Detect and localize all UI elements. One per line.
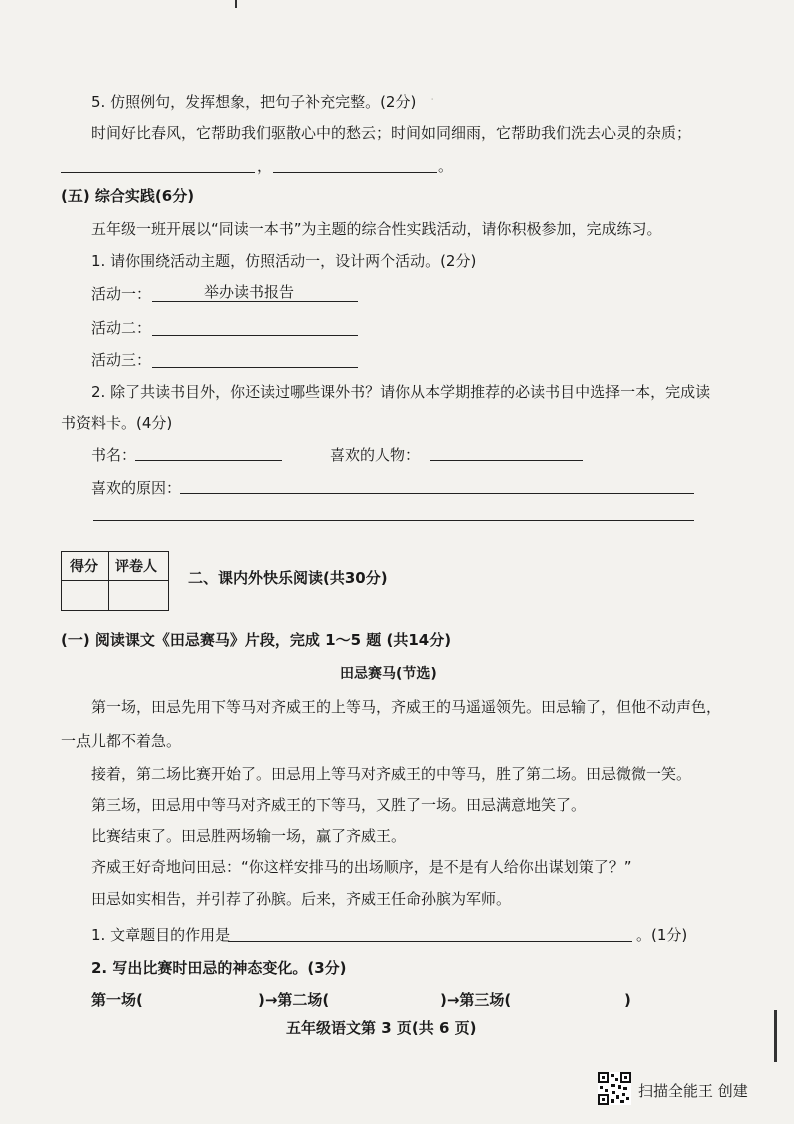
score-input-cell[interactable] — [62, 581, 109, 610]
passage-p1-line1: 第一场，田忌先用下等马对齐威王的上等马，齐威王的马遥遥领先。田忌输了，但他不动声色， — [91, 698, 722, 716]
right-edge-mark — [774, 1010, 777, 1062]
passage-title: 田忌赛马(节选) — [340, 666, 437, 682]
reading1-title: (一) 阅读课文《田忌赛马》片段，完成 1～5 题 (共14分) — [61, 631, 452, 649]
character-blank[interactable] — [430, 443, 583, 461]
score-label: 得分 — [70, 559, 98, 575]
section5-q1: 1. 请你围绕活动主题，仿照活动一，设计两个活动。(2分) — [91, 252, 477, 270]
q5-blank-1[interactable] — [61, 154, 255, 173]
activity3-label: 活动三： — [91, 351, 152, 369]
character-label: 喜欢的人物： — [330, 446, 421, 464]
activity1-label: 活动一： — [91, 285, 152, 303]
q5-example: 时间好比春风，它帮助我们驱散心中的愁云；时间如同细雨，它帮助我们洗去心灵的杂质； — [91, 124, 692, 142]
q5-blank-2[interactable] — [273, 154, 437, 173]
passage-p1-line2: 一点儿都不着急。 — [61, 732, 182, 750]
round1-label: 第一场( — [91, 991, 143, 1009]
qr-code-icon — [598, 1072, 631, 1105]
passage-p4: 比赛结束了。田忌胜两场输一场，赢了齐威王。 — [91, 827, 407, 845]
reading1-q1-blank[interactable] — [228, 924, 632, 942]
book-label: 书名： — [91, 446, 137, 464]
page-footer: 五年级语文第 3 页(共 6 页) — [286, 1019, 477, 1037]
top-edge-mark — [235, 0, 237, 8]
section5-title: (五) 综合实践(6分) — [61, 187, 195, 205]
section5-q2-line2: 书资料卡。(4分) — [61, 414, 173, 432]
score-box — [61, 551, 169, 611]
reading1-q2: 2. 写出比赛时田忌的神态变化。(3分) — [91, 959, 347, 977]
scanner-watermark: 扫描全能王 创建 — [638, 1082, 748, 1100]
reason-blank-2[interactable] — [93, 503, 694, 521]
grader-label: 评卷人 — [115, 559, 157, 575]
round2-label: )→第二场( — [258, 991, 330, 1009]
score-cell — [62, 552, 109, 581]
activity2-label: 活动二： — [91, 319, 152, 337]
activity2-blank[interactable] — [152, 318, 358, 336]
reading1-q1: 1. 文章题目的作用是 — [91, 926, 231, 944]
section5-q2-line1: 2. 除了共读书目外，你还读过哪些课外书？请你从本学期推荐的必读书目中选择一本，完成读 — [91, 383, 711, 401]
book-blank[interactable] — [135, 443, 282, 461]
q5-period: 。 — [438, 157, 454, 175]
passage-p3: 第三场，田忌用中等马对齐威王的下等马，又胜了一场。田忌满意地笑了。 — [91, 796, 587, 814]
section5-intro: 五年级一班开展以“同读一本书”为主题的综合性实践活动，请你积极参加，完成练习。 — [91, 220, 662, 238]
activity1-value: 举办读书报告 — [204, 283, 295, 301]
passage-p2: 接着，第二场比赛开始了。田忌用上等马对齐威王的中等马，胜了第二场。田忌微微一笑。 — [91, 765, 692, 783]
grader-cell — [109, 552, 168, 581]
q5-comma: ， — [257, 157, 273, 175]
activity3-blank[interactable] — [152, 350, 358, 368]
reading1-q1-end: 。(1分) — [636, 926, 688, 944]
activity1-underline — [152, 301, 358, 302]
reason-blank-1[interactable] — [180, 476, 694, 494]
passage-p6: 田忌如实相告，并引荐了孙膑。后来，齐威王任命孙膑为军师。 — [91, 890, 512, 908]
show-through-text: · — [430, 92, 435, 108]
reason-label: 喜欢的原因： — [91, 479, 182, 497]
round3-label: )→第三场( — [440, 991, 512, 1009]
part2-title: 二、课内外快乐阅读(共30分) — [188, 569, 388, 587]
q5-title: 5. 仿照例句，发挥想象，把句子补充完整。(2分) — [91, 93, 417, 111]
passage-p5: 齐威王好奇地问田忌：“你这样安排马的出场顺序，是不是有人给你出谋划策了？” — [91, 858, 632, 876]
round-end: ) — [624, 991, 631, 1009]
